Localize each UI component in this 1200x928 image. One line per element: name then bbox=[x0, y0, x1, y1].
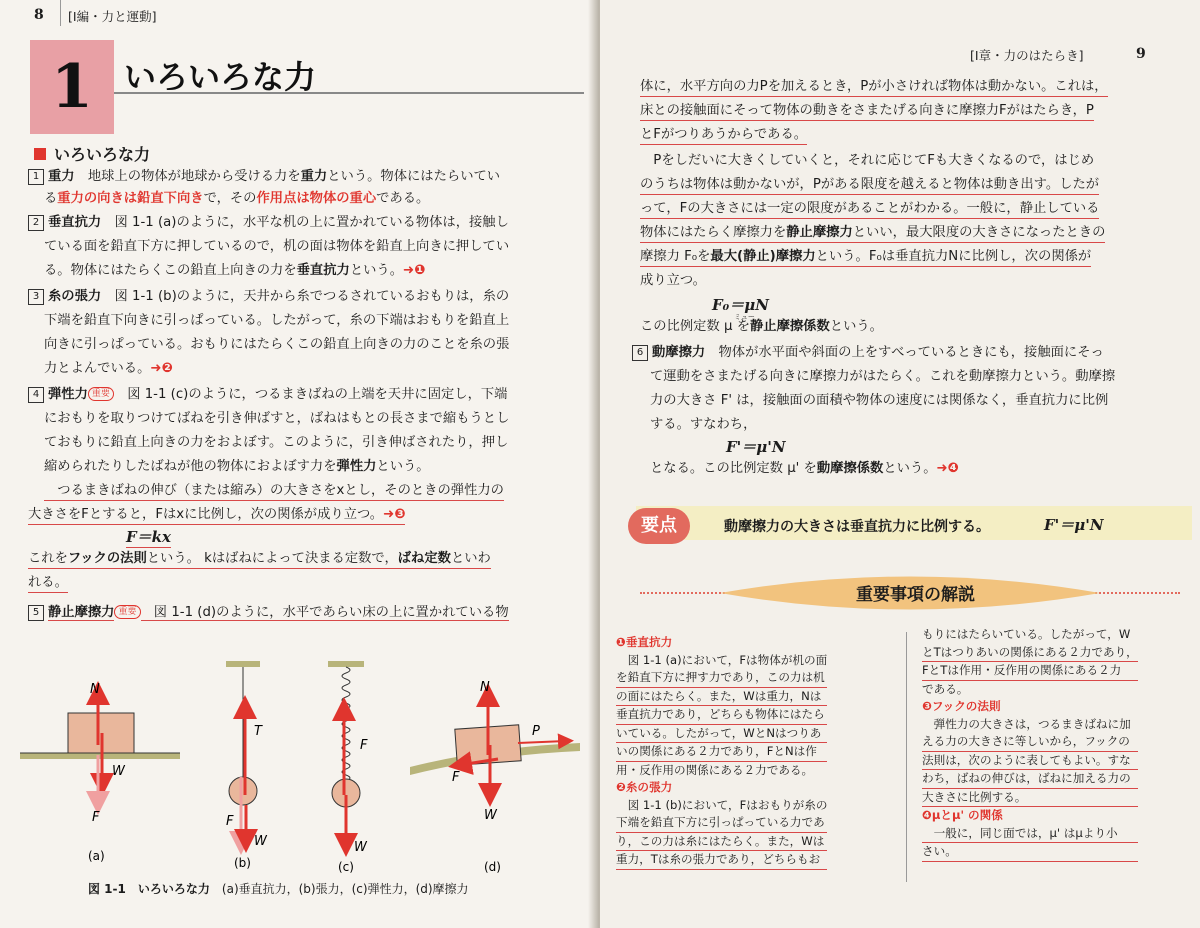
text-span: となる。この比例定数 μ' を bbox=[650, 461, 817, 476]
label-w: W bbox=[354, 840, 367, 855]
text-span: 図 1-1 (c)のように，つるまきばねの上端を天井に固定し，下端 bbox=[113, 387, 508, 402]
text-line: って，Fの大きさには一定の限度があることがわかる。一般に，静止している bbox=[640, 200, 1099, 219]
note-ref: ➜❶ bbox=[403, 263, 426, 278]
term-span: ばね定数 bbox=[397, 551, 451, 566]
text-line: 下端を鉛直下向きに引っぱっている。したがって，糸の下端はおもりを鉛直上 bbox=[44, 313, 510, 328]
text-line: れる。 bbox=[28, 574, 68, 593]
note-line: 図 1-1 (b)において，Fはおもりが糸の bbox=[616, 797, 828, 812]
label-w: W bbox=[484, 808, 497, 823]
text-line bbox=[640, 248, 1091, 267]
label-n: N bbox=[480, 680, 490, 695]
note-line: 用・反作用の関係にある２力である。 bbox=[616, 762, 814, 777]
text-span: る。物体にはたらくこの鉛直上向きの力を bbox=[44, 263, 297, 278]
text-span: これを bbox=[28, 551, 68, 566]
note-line: いの関係にある２力であり，FとNは作 bbox=[616, 743, 827, 762]
term-span: 糸の張力 bbox=[48, 289, 102, 304]
note-line: いている。したがって，WとNはつりあ bbox=[616, 725, 827, 744]
note-line: 図 1-1 (a)において，Fは物体が机の面 bbox=[616, 652, 828, 667]
equation-hooke: F＝kx bbox=[126, 528, 171, 546]
text-span: 力とよんでいる。 bbox=[44, 361, 151, 376]
term-span: 動摩擦力 bbox=[652, 345, 706, 360]
ceiling bbox=[226, 661, 260, 667]
text-line bbox=[44, 360, 173, 378]
explanation-column-a bbox=[616, 634, 827, 870]
item-number: 4 bbox=[28, 387, 44, 403]
note-heading-2: ❷糸の張力 bbox=[616, 780, 673, 794]
note-line: 垂直抗力であり，どちらも物体にはたら bbox=[616, 706, 827, 725]
text-span: 物体にはたらく摩擦力を bbox=[640, 225, 787, 240]
text-line: 力の大きさ F' は，接触面の面積や物体の速度には関係なく，垂直抗力に比例 bbox=[650, 393, 1109, 408]
text-span: 図 1-1 (b)のように，天井から糸でつるされているおもりは，糸の bbox=[101, 289, 510, 304]
right-page bbox=[600, 0, 1200, 928]
label-f: F bbox=[360, 738, 368, 753]
label-sub: (a) bbox=[88, 849, 105, 863]
banner-title: 重要事項の解説 bbox=[856, 585, 975, 605]
chapter-number: 1 bbox=[51, 52, 93, 122]
label-t: T bbox=[254, 724, 262, 739]
item-number: 5 bbox=[28, 605, 44, 621]
term-span: 弾性力 bbox=[336, 459, 377, 474]
text-line: 床との接触面にそって物体の動きをさまたげる向きに摩擦力Fがはたらき，P bbox=[640, 102, 1094, 121]
text-span: という。 bbox=[376, 459, 430, 474]
term-span: 垂直抗力 bbox=[296, 263, 350, 278]
term-span: 静止摩擦力 bbox=[48, 605, 115, 620]
text-line: におもりを取りつけてばねを引き伸ばすと，ばねはもとの長さまで縮もうとし bbox=[44, 411, 510, 426]
note-line: の面にはたらく。また，Wは重力，Nは bbox=[616, 688, 827, 707]
note-line: もりにはたらいている。したがって，W bbox=[922, 627, 1131, 641]
caption-label: 図 1-1 bbox=[88, 882, 126, 896]
note-ref: ➜❹ bbox=[936, 461, 959, 476]
chapter-number-box bbox=[30, 40, 114, 134]
text-span: である。 bbox=[376, 191, 430, 206]
text-line bbox=[28, 604, 509, 622]
important-tag: 重要 bbox=[88, 387, 114, 401]
label-n: N bbox=[90, 682, 100, 697]
text-line bbox=[44, 262, 425, 280]
note-line: 大きさに比例する。 bbox=[922, 789, 1138, 808]
label-f: F bbox=[452, 770, 460, 785]
text-span: 図 1-1 (d)のように，水平であらい床の上に置かれている物 bbox=[140, 605, 509, 620]
term-span: 動摩擦係数 bbox=[816, 461, 884, 476]
text-span: という。 kはばねによって決まる定数で， bbox=[146, 551, 398, 566]
text-line: つるまきばねの伸び（または縮み）の大きさをxとし，そのときの弾性力の bbox=[44, 482, 504, 501]
text-line: ている面を鉛直下方に押しているので，机の面は物体を鉛直上向きに押してい bbox=[44, 239, 510, 254]
label-p: P bbox=[532, 724, 540, 739]
text-span: 地球上の物体が地球から受ける力を bbox=[74, 169, 301, 184]
running-header: [Ⅰ章・力のはたらき] bbox=[970, 48, 1084, 63]
ceiling bbox=[328, 661, 364, 667]
figure-1-1 bbox=[0, 645, 590, 890]
text-span: 図 1-1 (a)のように，水平な机の上に置かれている物体は，接触し bbox=[101, 215, 509, 230]
page-number: 9 bbox=[1136, 46, 1146, 62]
header-rule bbox=[60, 0, 61, 26]
text-line bbox=[28, 506, 405, 525]
label-sub: (d) bbox=[484, 860, 501, 874]
note-line: である。 bbox=[922, 681, 969, 696]
term-span: 最大(静止)摩擦力 bbox=[710, 249, 816, 264]
term-gravity: 重力 bbox=[48, 169, 75, 184]
note-line: を鉛直下方に押す力であり，この力は机 bbox=[616, 669, 827, 688]
label-f: F bbox=[226, 814, 234, 829]
text-line bbox=[640, 318, 883, 336]
section-title: いろいろな力 bbox=[54, 145, 151, 164]
weight bbox=[229, 777, 257, 805]
note-line: 弾性力の大きさは，つるまきばねに加 bbox=[922, 716, 1131, 731]
text-line: て運動をさまたげる向きに摩擦力がはたらく。これを動摩擦力という。動摩擦 bbox=[650, 369, 1116, 384]
term-span: 垂直抗力 bbox=[48, 215, 102, 230]
text-span: る bbox=[44, 191, 58, 206]
text-span: といい，最大限度の大きさになったときの bbox=[852, 225, 1106, 240]
caption-text: (a)垂直抗力，(b)張力，(c)弾性力，(d)摩擦力 bbox=[221, 882, 469, 896]
figure-b bbox=[226, 661, 268, 870]
label-sub: (c) bbox=[338, 860, 354, 874]
text-span: 物体が水平面や斜面の上をすべっているときにも，接触面にそっ bbox=[705, 345, 1104, 360]
text-line bbox=[28, 550, 491, 569]
text-span: という。 bbox=[883, 461, 937, 476]
highlight-span: 重力の向きは鉛直下向き bbox=[57, 191, 204, 206]
figure-caption bbox=[88, 880, 469, 898]
text-line bbox=[44, 190, 429, 208]
text-span: 大きさをFとすると，Fはxに比例し，次の関係が成り立つ。 bbox=[28, 507, 384, 522]
note-line: り，この力は糸にはたらく。また，Wは bbox=[616, 833, 827, 852]
highlight-span: 作用点は物体の重心 bbox=[256, 191, 377, 206]
key-point-text: 動摩擦力の大きさは垂直抗力に比例する。 bbox=[724, 519, 990, 535]
key-point-equation: F'＝μ'N bbox=[1044, 516, 1104, 534]
equation-kinetic-friction: F'＝μ'N bbox=[726, 438, 786, 456]
figure-d bbox=[410, 680, 580, 874]
term-span: フックの法則 bbox=[67, 551, 147, 566]
figure-c bbox=[328, 661, 368, 874]
running-header: [Ⅰ編・力と運動] bbox=[68, 9, 157, 24]
text-line: のうちは物体は動かないが，Pがある限度を越えると物体は動き出す。したが bbox=[640, 176, 1099, 195]
note-line: FとTは作用・反作用の関係にある２力 bbox=[922, 662, 1138, 681]
text-span: で，その bbox=[203, 191, 257, 206]
important-tag: 重要 bbox=[114, 605, 140, 619]
item-number: 1 bbox=[28, 169, 44, 185]
term-span: 静止摩擦係数 bbox=[750, 319, 830, 334]
text-span: という。 bbox=[349, 263, 404, 278]
caption-title: いろいろな力 bbox=[137, 882, 210, 896]
label-w: W bbox=[112, 764, 125, 779]
note-line: とTはつりあいの関係にある２力であり， bbox=[922, 644, 1138, 663]
note-heading-4: ❹μとμ' の関係 bbox=[922, 808, 1003, 822]
column-divider bbox=[906, 632, 907, 882]
text-span: 縮められたりしたばねが他の物体におよぼす力を bbox=[44, 459, 337, 474]
term-span: 重力 bbox=[300, 169, 328, 184]
text-line: ておもりに鉛直上向きの力をおよぼす。このように，引き伸ばされたり，押し bbox=[44, 435, 509, 450]
note-line: 一般に，同じ面では，μ' はμより小 bbox=[922, 825, 1138, 844]
explanation-column-b bbox=[922, 626, 1138, 862]
note-line: 重力，Tは糸の張力であり，どちらもお bbox=[616, 851, 827, 870]
text-line bbox=[28, 386, 507, 404]
text-line: とFがつりあうからである。 bbox=[640, 126, 807, 145]
note-heading-3: ❸フックの法則 bbox=[922, 699, 1001, 713]
key-point-badge: 要点 bbox=[628, 508, 690, 544]
page-number: 8 bbox=[34, 7, 44, 23]
note-ref: ➜❷ bbox=[150, 361, 173, 376]
text-line bbox=[44, 458, 430, 476]
term-span: 静止摩擦力 bbox=[786, 225, 853, 240]
term-span: 弾性力 bbox=[48, 387, 88, 402]
text-line: Pをしだいに大きくしていくと，それに応じてFも大きくなるので，はじめ bbox=[640, 153, 1095, 168]
chapter-title: いろいろな力 bbox=[124, 58, 317, 96]
text-line: 向きに引っぱっている。おもりにはたらくこの鉛直上向きの力のことを糸の張 bbox=[44, 337, 510, 352]
label-sub: (b) bbox=[234, 856, 251, 870]
text-span: この比例定数 μ を bbox=[640, 319, 750, 334]
text-line bbox=[650, 460, 959, 478]
text-line: 成り立つ。 bbox=[640, 273, 706, 288]
text-span: 摩擦力 F₀を bbox=[640, 249, 711, 264]
text-span: という。F₀は垂直抗力Nに比例し，次の関係が bbox=[815, 249, 1092, 264]
text-line bbox=[632, 344, 1104, 362]
ruby-mu: ミュー bbox=[734, 313, 755, 321]
text-line: 体に，水平方向の力Pを加えるとき，Pが小さければ物体は動かない。これは， bbox=[640, 78, 1108, 97]
note-line: 下端を鉛直下方に引っぱっている力であ bbox=[616, 814, 827, 833]
figure-a bbox=[20, 682, 180, 863]
note-line: さい。 bbox=[922, 843, 1138, 862]
label-f: F bbox=[92, 810, 100, 825]
arrow-p bbox=[518, 741, 566, 743]
note-ref: ➜❸ bbox=[383, 507, 406, 522]
text-line bbox=[28, 214, 509, 232]
equation-static-friction: F₀＝μN bbox=[712, 296, 769, 314]
note-heading-1: ❶垂直抗力 bbox=[616, 635, 673, 649]
label-w: W bbox=[254, 834, 267, 849]
note-line: わち，ばねの伸びは，ばねに加える力の bbox=[922, 770, 1138, 789]
text-line bbox=[28, 168, 500, 186]
left-page bbox=[0, 0, 597, 928]
table-surface bbox=[20, 753, 180, 759]
item-number: 3 bbox=[28, 289, 44, 305]
text-line: する。すなわち， bbox=[650, 417, 757, 432]
text-span: といわ bbox=[450, 551, 491, 566]
section-marker bbox=[34, 148, 46, 160]
note-line: 法則は，次のように表してもよい。すな bbox=[922, 752, 1138, 771]
item-number: 2 bbox=[28, 215, 44, 231]
text-line bbox=[28, 288, 509, 306]
text-line bbox=[640, 224, 1105, 243]
item-number: 6 bbox=[632, 345, 648, 361]
text-span: という。物体にはたらいてい bbox=[327, 169, 501, 184]
text-span: という。 bbox=[829, 319, 883, 334]
note-line: える力の大きさに等しいから，フックの bbox=[922, 733, 1138, 752]
